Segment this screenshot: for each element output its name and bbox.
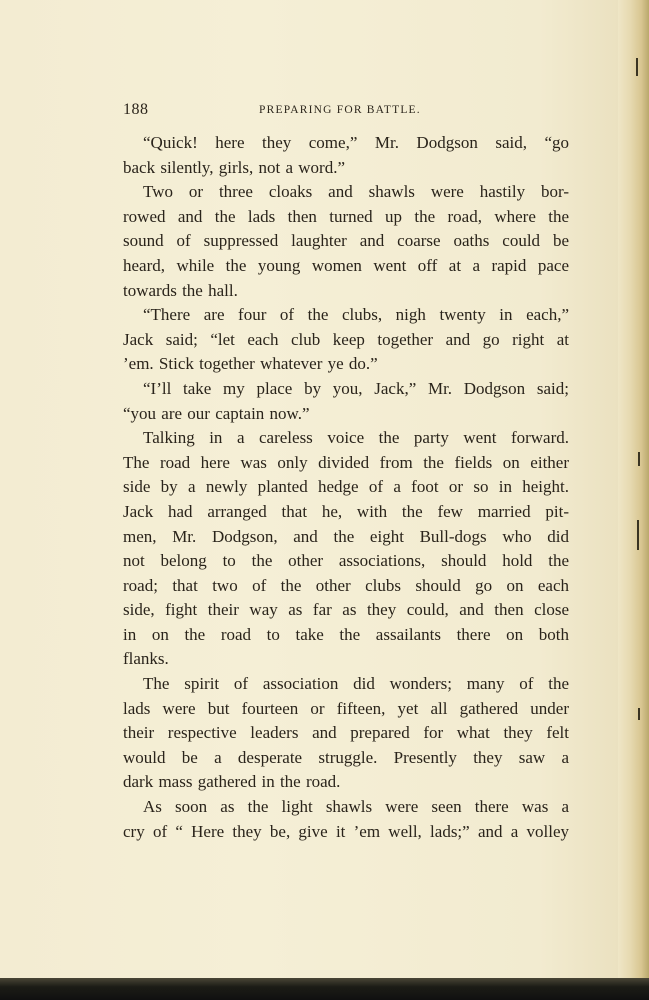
text-line: not belong to the other associations, should hold the — [123, 551, 569, 571]
page-number: 188 — [123, 101, 149, 118]
text-line: would be a desperate struggle. Presently they saw a — [123, 747, 569, 767]
text-line: “Quick! here they come,” Mr. Dodgson said, “go — [143, 133, 569, 152]
text-line: Jack said; “let each club keep together and go right at — [123, 329, 569, 349]
text-line: As soon as the light shawls were seen there was a — [143, 797, 569, 817]
text-line: heard, while the young women went off at a rapid pace — [123, 255, 569, 275]
body-text — [123, 131, 569, 844]
text-line: rowed and the lads then turned up the road, where the — [123, 206, 569, 226]
text-line: men, Mr. Dodgson, and the eight Bull-dogs who did — [123, 526, 569, 546]
text-line: side by a newly planted hedge of a foot or so in height. — [123, 477, 569, 497]
text-line: Jack had arranged that he, with the few married pit- — [123, 501, 569, 521]
text-line: “There are four of the clubs, nigh twenty in each,” — [143, 305, 569, 325]
text-line: “you are our captain now.” — [123, 403, 310, 423]
text-line: their respective leaders and prepared for what they felt — [123, 723, 569, 743]
text-line: in on the road to take the assailants there on both — [123, 624, 569, 644]
text-line: towards the hall. — [123, 280, 238, 300]
text-line: Talking in a careless voice the party went forward. — [143, 428, 569, 448]
text-line: sound of suppressed laughter and coarse oaths could be — [123, 231, 569, 251]
edge-mark — [637, 520, 639, 550]
text-line: Two or three cloaks and shawls were hastily bor- — [143, 182, 569, 202]
text-line: “I’ll take my place by you, Jack,” Mr. Dodgson said; — [143, 378, 569, 398]
running-head — [123, 101, 571, 123]
text-line: cry of “ Here they be, give it ’em well, lads;” and a volley — [123, 821, 569, 841]
text-line: back silently, girls, not a word.” — [123, 157, 346, 177]
running-title: PREPARING FOR BATTLE. — [259, 104, 421, 116]
text-line: lads were but fourteen or fifteen, yet all gathered under — [123, 698, 569, 718]
edge-mark — [636, 58, 638, 76]
text-line: The road here was only divided from the fields on either — [123, 452, 569, 472]
text-line: ’em. Stick together whatever ye do.” — [123, 354, 378, 374]
page-bottom-shadow — [0, 978, 649, 1000]
edge-mark — [638, 708, 640, 720]
text-line: side, fight their way as far as they could, and then close — [123, 600, 569, 620]
text-line: The spirit of association did wonders; many of the — [143, 674, 569, 694]
text-line: road; that two of the other clubs should go on each — [123, 575, 569, 595]
edge-mark — [638, 452, 640, 466]
text-line: flanks. — [123, 649, 169, 669]
page-edge — [618, 0, 649, 982]
text-line: dark mass gathered in the road. — [123, 772, 341, 792]
